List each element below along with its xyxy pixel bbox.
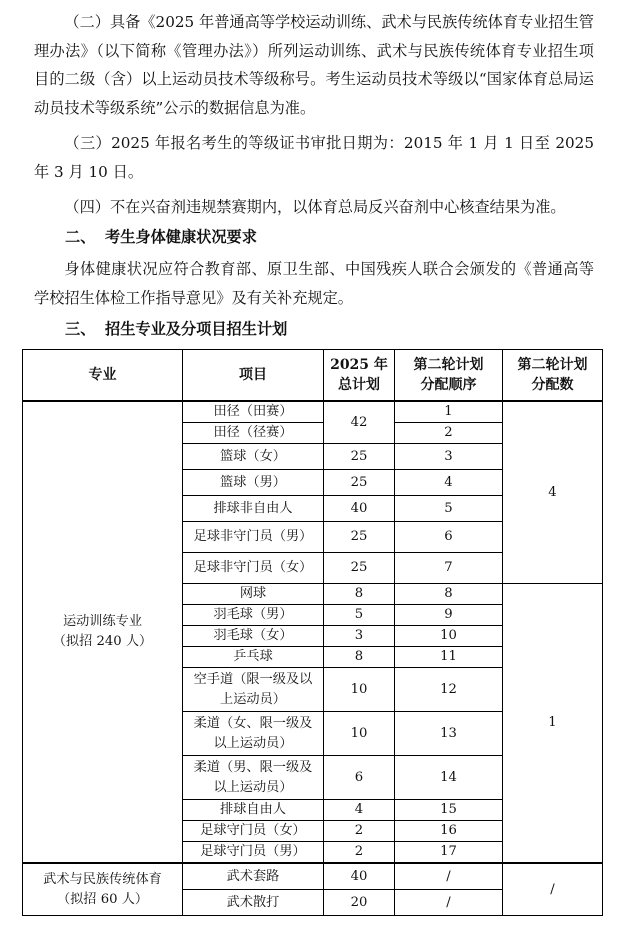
plan-cell: 5 [324,605,395,626]
header-total-plan: 2025 年 总计划 [324,350,395,402]
table-row [23,863,603,890]
order-cell: 13 [395,712,503,756]
item-cell: 田径（田赛） [183,401,324,423]
section-heading-plan [65,319,287,339]
item-cell: 空手道（限一级及以 上运动员） [183,668,324,712]
section-title: 考生身体健康状况要求 [105,228,257,246]
plan-cell: 10 [324,712,395,756]
table-row [23,401,603,423]
order-cell: 16 [395,821,503,842]
plan-cell: 3 [324,626,395,647]
item-cell: 网球 [183,584,324,605]
order-cell: 4 [395,470,503,496]
item-cell: 排球自由人 [183,800,324,821]
header-item: 项目 [183,350,324,402]
order-cell: 9 [395,605,503,626]
item-cell: 田径（径赛） [183,423,324,444]
order-cell: 15 [395,800,503,821]
item-cell: 足球守门员（女） [183,821,324,842]
order-cell: 8 [395,584,503,605]
order-cell: 3 [395,444,503,470]
item-cell: 武术散打 [183,890,324,916]
item-cell: 足球守门员（男） [183,842,324,864]
plan-cell: 25 [324,444,395,470]
plan-cell: 25 [324,553,395,584]
order-cell: 17 [395,842,503,864]
plan-cell: 25 [324,522,395,553]
plan-cell: 2 [324,821,395,842]
paragraph-health: 身体健康状况应符合教育部、原卫生部、中国残疾人联合会颁发的《普通高等学校招生体检工作指导意见》及有关补充规定。 [34,260,594,307]
order-cell: 11 [395,647,503,668]
header-major: 专业 [23,350,183,402]
item-cell: 足球非守门员（女） [183,553,324,584]
item-cell: 羽毛球（男） [183,605,324,626]
order-cell: 7 [395,553,503,584]
header-second-round-count: 第二轮计划 分配数 [503,350,603,402]
item-cell: 柔道（男、限一级及 以上运动员） [183,756,324,800]
section-heading-health [65,227,257,247]
item-cell: 乒乓球 [183,647,324,668]
item-cell: 柔道（女、限一级及 以上运动员） [183,712,324,756]
header-second-round-order: 第二轮计划 分配顺序 [395,350,503,402]
count-cell-group-1: 4 [503,401,603,584]
plan-cell: 6 [324,756,395,800]
plan-cell: 8 [324,647,395,668]
order-cell: 12 [395,668,503,712]
order-cell: 10 [395,626,503,647]
plan-cell: 2 [324,842,395,864]
order-cell: 1 [395,401,503,423]
plan-cell: 10 [324,668,395,712]
plan-cell: 25 [324,470,395,496]
order-cell: / [395,890,503,916]
plan-cell: 20 [324,890,395,916]
paragraph-eligibility-2: （二）具备《2025 年普通高等学校运动训练、武术与民族传统体育专业招生管理办法》（以下简称《管理办法》）所列运动训练、武术与民族传统体育专业招生项目的二级（含）以上运动员技术等级称号。考生运动员技术等级以“国家体育总局运动员技术等级系统”公示的数据信息为准。 [34,13,594,117]
plan-cell: 4 [324,800,395,821]
item-cell: 篮球（女） [183,444,324,470]
plan-cell: 40 [324,863,395,890]
paragraph-eligibility-4: （四）不在兴奋剂违规禁赛期内，以体育总局反兴奋剂中心核查结果为准。 [64,198,566,216]
count-cell-group-2: 1 [503,584,603,864]
item-cell: 羽毛球（女） [183,626,324,647]
section-number: 二、 [65,228,96,246]
order-cell: 2 [395,423,503,444]
plan-cell: 40 [324,496,395,522]
plan-cell: 8 [324,584,395,605]
count-cell-group-3: / [503,863,603,916]
item-cell: 武术套路 [183,863,324,890]
section-number: 三、 [65,320,96,338]
enrollment-plan-table [22,349,603,916]
table-header-row [23,350,603,402]
order-cell: / [395,863,503,890]
item-cell: 排球非自由人 [183,496,324,522]
item-cell: 篮球（男） [183,470,324,496]
order-cell: 5 [395,496,503,522]
section-title: 招生专业及分项目招生计划 [105,320,288,338]
paragraph-eligibility-3: （三）2025 年报名考生的等级证书审批日期为：2015 年 1 月 1 日至 2025 年 3 月 10 日。 [34,134,594,181]
plan-cell: 42 [324,401,395,444]
item-cell: 足球非守门员（男） [183,522,324,553]
order-cell: 14 [395,756,503,800]
order-cell: 6 [395,522,503,553]
major-wushu: 武术与民族传统体育 （拟招 60 人） [23,863,183,916]
major-sports-training: 运动训练专业 （拟招 240 人） [23,401,183,863]
